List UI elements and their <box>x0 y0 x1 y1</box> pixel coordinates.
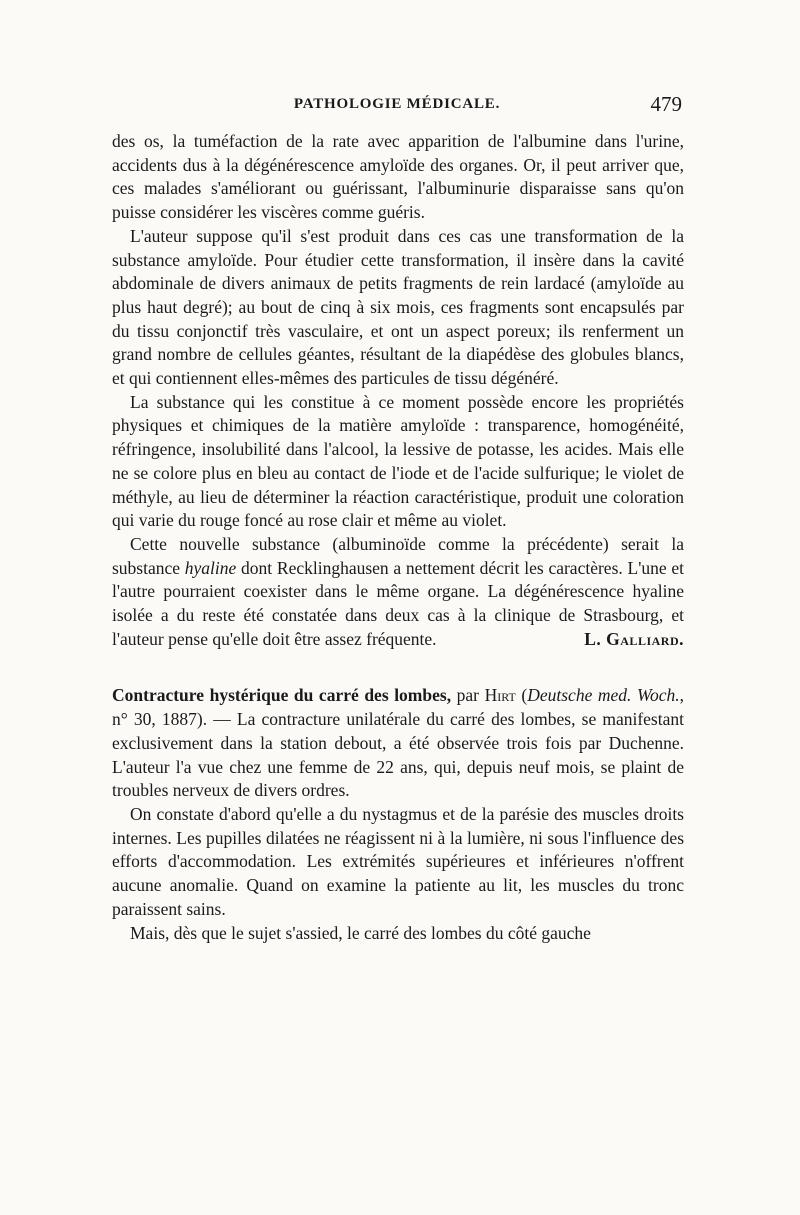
paragraph-3: La substance qui les constitue à ce moment possède encore les propriétés physiques et chimiques de la matière amyloïde : transparence, homogénéité, réfringence, insolubilité dans l'alcool, la lessive de potasse, les acides. Mais elle ne se colore plus en bleu au contact de l'iode et de l'acide sulfurique; le violet de méthyle, au lieu de déterminer la réaction caractéristique, produit une coloration qui varie du rouge foncé au rose clair et même au violet. <box>112 391 684 531</box>
paragraph-4-text-a: Cette nouvelle substance (albuminoïde comme la précédente) serait la substance <box>112 533 684 578</box>
article-title: Contracture hystérique du carré des lombes, <box>112 685 452 706</box>
paragraph-2: L'auteur suppose qu'il s'est produit dans ces cas une transformation de la substance amyloïde. Pour étudier cette transformation, il insère dans la cavité abdominale de divers animaux de petits fragments de rein lardacé (amyloïde au plus haut degré); au bout de cinq à six mois, ces fragments sont encapsulés par du tissu conjonctif très vasculaire, et ont un aspect poreux; ils renferment un grand nombre de cellules géantes, résultant de la diapédèse des globules blancs, et qui contiennent elles-mêmes des particules de tissu dégénéré. <box>112 225 684 389</box>
running-header <box>112 92 682 126</box>
hyaline-term: hyaline <box>184 557 237 578</box>
article-body: , n° 30, 1887). — La contracture unilatérale du carré des lombes, se manifestant exclusivement dans la station debout, a été observée trois fois par Duchenne. L'auteur l'a vue chez une femme de 22 ans, qui, depuis neuf mois, se plaint de troubles nerveux de divers ordres. <box>112 685 684 801</box>
author-signature: L. Galliard. <box>584 628 684 649</box>
paragraph-7: Mais, dès que le sujet s'assied, le carré des lombes du côté gauche <box>130 922 591 943</box>
running-title: PATHOLOGIE MÉDICALE. <box>293 96 501 112</box>
journal-name: Deutsche med. Woch. <box>527 685 680 706</box>
paragraph-6: On constate d'abord qu'elle a du nystagmus et de la parésie des muscles droits internes. Les pupilles dilatées ne réagissent ni à la lumière, ni sous l'influence des efforts d'accommodation. Les extrémités supérieures et inférieures n'offrent aucune anomalie. Quand on examine la patiente au lit, les muscles du tronc paraissent sains. <box>112 804 684 919</box>
paragraph-5 <box>112 684 684 803</box>
article-open-paren: ( <box>515 685 528 706</box>
article-author: Hirt <box>484 685 516 706</box>
article-by: par <box>451 685 485 706</box>
paragraph-4-text-b: dont Recklinghausen a nettement décrit les caractères. L'une et l'autre pourraient coexister dans le même organe. La dégénérescence hyaline isolée a du reste été constatée dans deux cas à la clinique de Strasbourg, et l'auteur pense qu'elle doit être assez fréquente. <box>112 557 684 649</box>
paragraph-1: des os, la tuméfaction de la rate avec apparition de l'albumine dans l'urine, accidents dus à la dégénérescence amyloïde des organes. Or, il peut arriver que, ces malades s'améliorant ou guérissant, l'albuminurie disparaisse sans qu'on puisse considérer les viscères comme guéris. <box>112 131 684 223</box>
section-gap <box>112 651 684 684</box>
body-text <box>112 130 684 945</box>
page-number: 479 <box>650 92 682 116</box>
